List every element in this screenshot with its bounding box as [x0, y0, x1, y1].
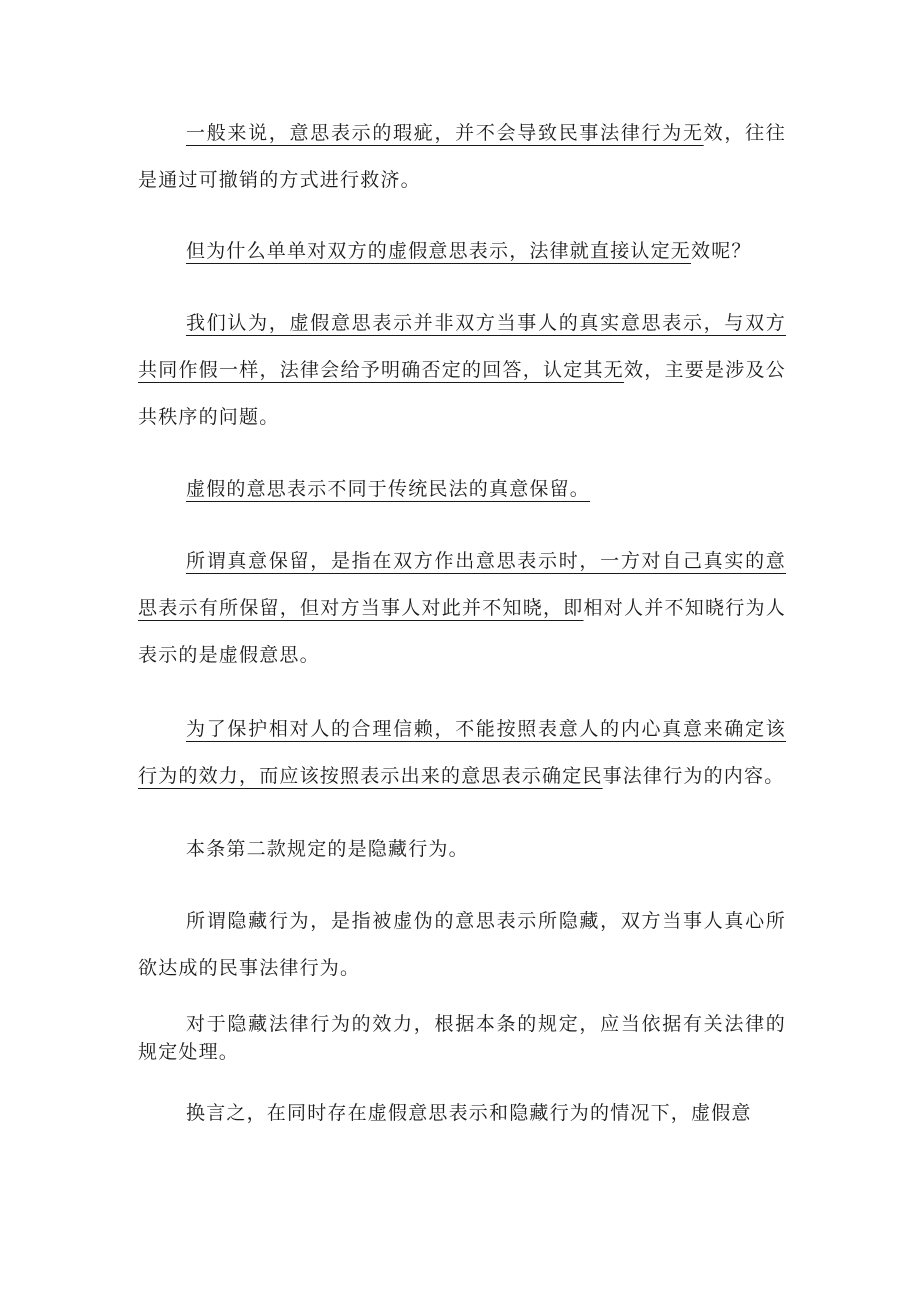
paragraph-9 — [138, 1010, 786, 1066]
plain-text: 效呢？ — [691, 240, 752, 262]
paragraph-2 — [138, 228, 786, 275]
underlined-text: 所谓真意保留，是指在双方作出意思表示时，一方对自己真实的意思表示有所保留，但对方当事人对此并不知晓，即 — [138, 550, 786, 619]
plain-text: 事法律行为的内容。 — [602, 765, 785, 787]
plain-text: 效，往往是通过可撤销的方式进行救济。 — [138, 122, 786, 191]
paragraph-7 — [138, 826, 786, 873]
underlined-text: 一般来说，意思表示的瑕疵，并不会导致民事法律行为无 — [186, 122, 704, 144]
paragraph-8 — [138, 898, 786, 992]
plain-text: 对于隐藏法律行为的效力，根据本条的规定，应当依据有关法律的规定处理。 — [138, 1013, 786, 1063]
plain-text: 效，主要是涉及公共秩序的问题。 — [138, 359, 786, 428]
paragraph-6 — [138, 706, 786, 800]
underlined-text: 为了保护相对人的合理信赖，不能按照表意人的内心真意来确定该行为的效力，而应该按照表示出来的意思表示确定民 — [138, 718, 786, 787]
plain-text: 相对人并不知晓行为人表示的是虚假意思。 — [138, 597, 786, 666]
plain-text: 换言之，在同时存在虚假意思表示和隐藏行为的情况下，虚假意 — [186, 1102, 752, 1124]
plain-text: 本条第二款规定的是隐藏行为。 — [186, 838, 469, 860]
paragraph-3 — [138, 300, 786, 441]
paragraph-4 — [138, 466, 786, 513]
paragraph-5 — [138, 538, 786, 679]
paragraph-1 — [138, 110, 786, 204]
underlined-text: 虚假的意思表示不同于传统民法的真意保留。 — [186, 478, 591, 500]
paragraph-10 — [138, 1090, 786, 1137]
underlined-text: 我们认为，虚假意思表示并非双方当事人的真实意思表示，与双方共同作假一样，法律会给予明确否定的回答，认定其无 — [138, 312, 786, 381]
plain-text: 所谓隐藏行为，是指被虚伪的意思表示所隐藏，双方当事人真心所欲达成的民事法律行为。 — [138, 910, 786, 979]
underlined-text: 但为什么单单对双方的虚假意思表示，法律就直接认定无 — [186, 240, 692, 262]
